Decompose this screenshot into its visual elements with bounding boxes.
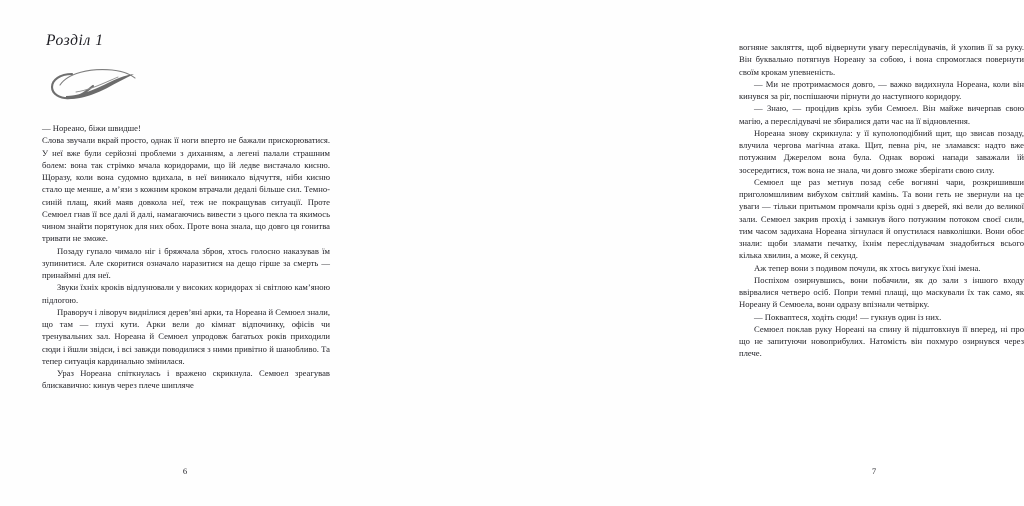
right-page-text-column (739, 41, 1024, 360)
page-number-right: 7 (871, 466, 877, 476)
paragraph: Звуки їхніх кроків відлунювали у високих коридорах зі світлою кам’яною підлогою. (42, 282, 330, 305)
left-page (0, 0, 350, 506)
paragraph: Аж тепер вони з подивом почули, як хтось вигукує їхні імена. (754, 262, 981, 273)
chapter-heading: Розділ 1 (46, 32, 104, 49)
paragraph: Нореана знову скрикнула: у її куполоподібний щит, що звисав позаду, влучила чергова магічна атака. Щит, певна річ, не зламався: надто вже потужним Джерелом вона була. Однак ворожі напади заважали їй зосередитися, тож вона не знала, чи довго зможе зберігати свою силу. (739, 127, 1024, 175)
paragraph: Семюел ще раз метнув позад себе вогняні чари, розкришивши приголомшливим вибухом світлий камінь. Та вони геть не звернули на це уваги — тільки притьмом промчали крізь одні з дверей, які вели до великої зали. Семюел закрив прохід і замкнув його потужним потоком своєї сили, тим часом задихана Нореана зігнулася й опустилася навколішки. Вони обоє знали: щоби зламати печатку, їхнім переслідувачам знадобиться всього кілька хвилин, а може, й секунд. (739, 176, 1024, 261)
paragraph: Позаду гупало чимало ніг і бряжчала зброя, хтось голосно наказував їм зупинитися. Але скоритися означало наразитися на дещо гірше за смерть — принаймні для неї. (42, 245, 330, 280)
paragraph: Праворуч і ліворуч виднілися дерев’яні арки, та Нореана й Семюел знали, що там — глухі кути. Арки вели до кімнат відпочинку, офісів чи тренувальних зал. Нореана й Семюел упродовж багатьох років приходили сюди і йшли звідси, і всі завжди поводилися з ними привітно й шанобливо. Та тепер ситуація кардинально змінилася. (42, 306, 330, 366)
paragraph: Слова звучали вкрай просто, однак її ноги вперто не бажали прискорюватися. У неї вже були серйозні проблеми з диханням, а легені палали страшним болем: вона так стрімко мчала коридорами, що їй ледве вистачало кисню. Щоразу, коли вона судомно вдихала, в неї виникало відчуття, ніби кисню стало ще менше, а м’язи з кожним кроком втрачали дедалі більше сил. Темно-синій плащ, який маяв довкола неї, теж не покращував ситуації. Проте Семюел гнав її все далі й далі, намагаючись вивести з цього пекла та якимось чином знайти порятунок для них обох. Проте вона знала, що довго ця гонитва тривати не зможе. (42, 135, 330, 244)
paragraph: вогняне закляття, щоб відвернути увагу переслідувачів, й ухопив її за руку. Він буквально потягнув Нореану за собою, і вона спромоглася повернути своїм крокам упевненість. (739, 42, 1024, 77)
left-page-text-column (42, 122, 330, 392)
page-number-left: 6 (182, 466, 188, 476)
paragraph: Ураз Нореана спіткнулась і вражено скрикнула. Семюел зреагував блискавично: кинув через плече шипляче (42, 368, 330, 391)
paragraph: — Нореано, біжи швидше! (42, 123, 141, 133)
paragraph: Семюел поклав руку Нореані на спину й підштовхнув її вперед, ні про що не запитуючи новоприбулих. Натомість він похмуро озирнувся через плече. (739, 323, 1024, 359)
paragraph: — Ми не протримаємося довго, — важко видихнула Нореана, коли він кинувся за ріг, поспішаючи пірнути до наступного коридору. (739, 78, 1024, 101)
calligraphic-swoosh-ornament (46, 66, 138, 106)
paragraph: Поспіхом озирнувшись, вони побачили, як до зали з іншого входу ввірвалися четверо осіб. Попри темні плащі, що маскували їх так само, як Нореану й Семюела, вони одразу впізнали четвірку. (739, 274, 1024, 310)
paragraph: — Поквaптеся, ходіть сюди! — гукнув один із них. (754, 311, 942, 322)
paragraph: — Знаю, — процідив крізь зуби Семюел. Він майже вичерпав свою магію, а переслідувачі не збиралися дати час на її відновлення. (739, 103, 1024, 126)
right-page (350, 0, 1024, 506)
